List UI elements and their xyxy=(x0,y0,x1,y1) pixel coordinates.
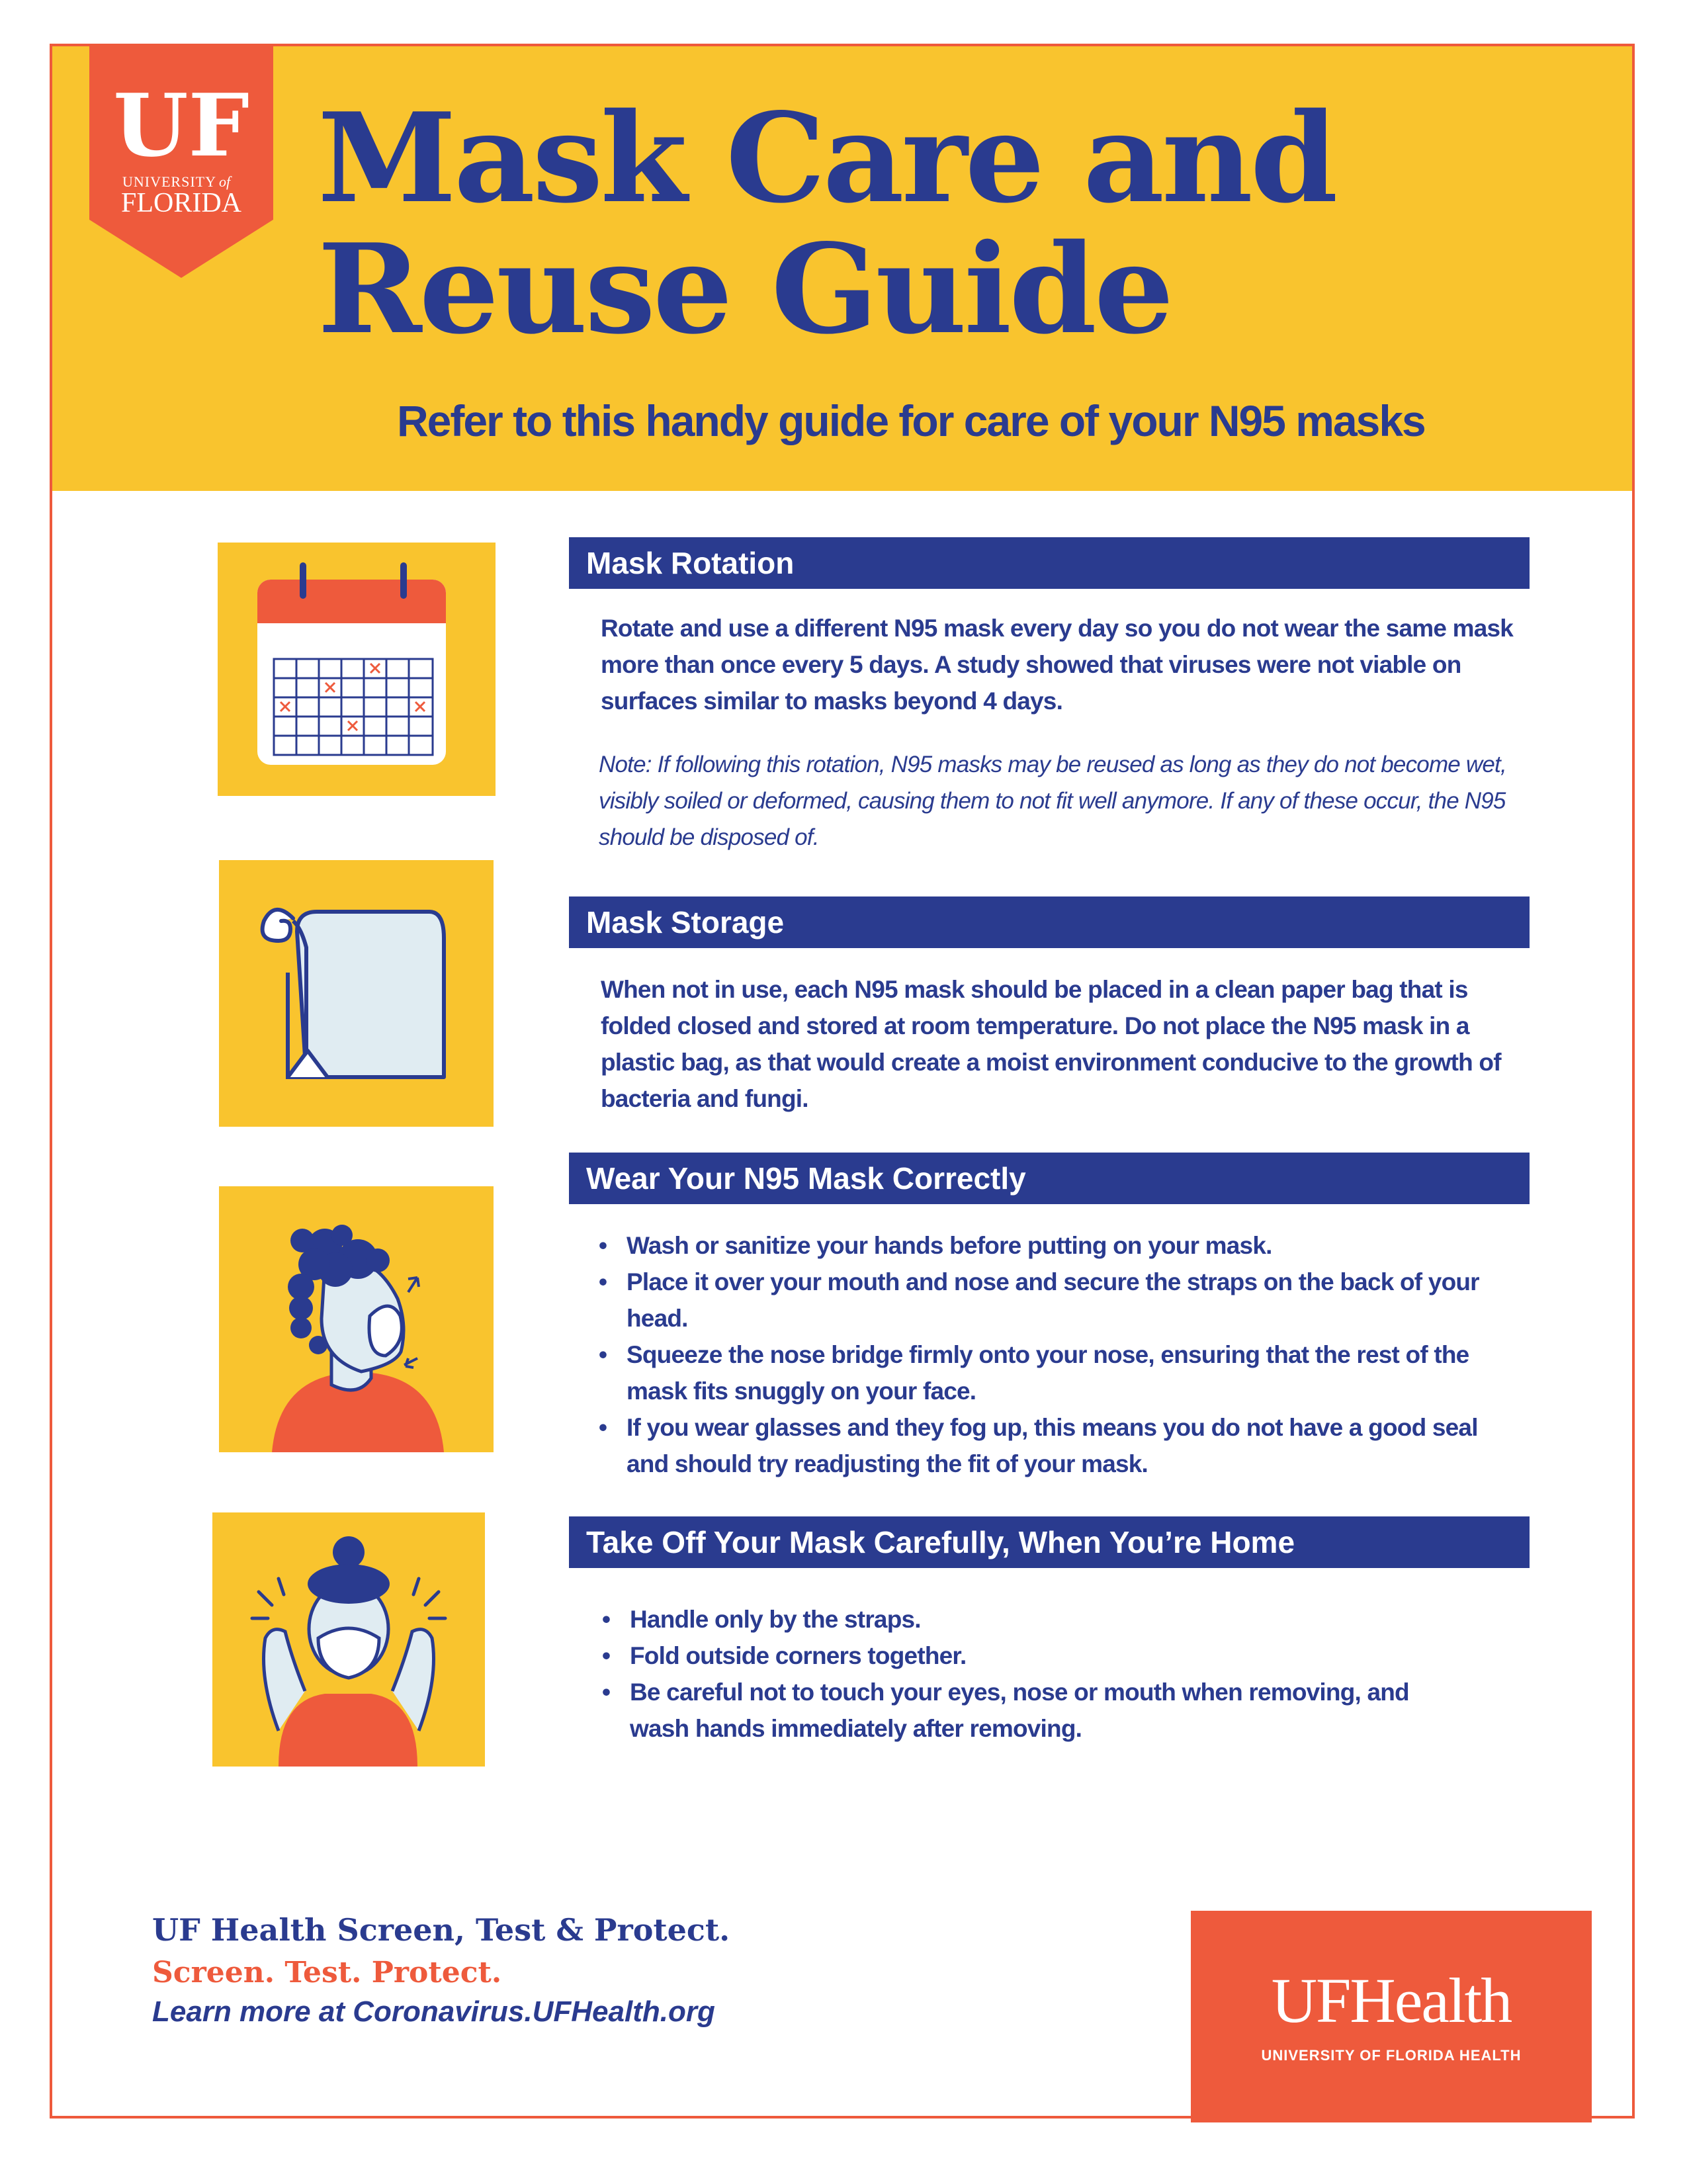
footer-link[interactable]: Learn more at Coronavirus.UFHealth.org xyxy=(152,1995,715,2028)
list-item: • If you wear glasses and they fog up, this means you do not have a good seal and should try readjusting the fit of your mask. xyxy=(599,1409,1492,1482)
page-title: Mask Care and Reuse Guide xyxy=(318,85,1336,361)
section-heading-mask-rotation: Mask Rotation xyxy=(569,537,1530,589)
paper-bag-icon xyxy=(219,860,494,1127)
section-heading-wear-correctly: Wear Your N95 Mask Correctly xyxy=(569,1153,1530,1204)
list-item: • Be careful not to touch your eyes, nose or mouth when removing, and wash hands immediately after removing. xyxy=(602,1674,1462,1747)
person-wearing-mask-icon xyxy=(219,1186,494,1452)
uf-logo xyxy=(89,46,273,278)
mask-rotation-note: Note: If following this rotation, N95 masks may be reused as long as they do not become wet, visibly soiled or deformed, causing them to not fit well anymore. If any of these occur, the N95 should be disposed of. xyxy=(599,752,1506,850)
person-removing-mask-icon xyxy=(212,1512,485,1767)
svg-text:of: of xyxy=(219,173,231,190)
section-heading-mask-storage: Mask Storage xyxy=(569,896,1530,948)
list-item: • Handle only by the straps. xyxy=(602,1601,1462,1638)
section-heading-take-off: Take Off Your Mask Carefully, When You’re Home xyxy=(569,1516,1530,1568)
list-item: • Place it over your mouth and nose and secure the straps on the back of your head. xyxy=(599,1264,1492,1336)
footer-slogan: Screen. Test. Protect. xyxy=(152,1956,502,1989)
mask-storage-text: When not in use, each N95 mask should be placed in a clean paper bag that is folded closed and stored at room temperature. Do not place the N95 mask in a plastic bag, as that would create a moist environment conducive to the growth of bacteria and fungi. xyxy=(601,976,1501,1112)
wear-correctly-list xyxy=(599,1227,1492,1482)
mask-rotation-text: Rotate and use a different N95 mask every day so you do not wear the same mask more than once every 5 days. A study showed that viruses were not viable on surfaces similar to masks beyond 4 days. xyxy=(601,615,1514,715)
svg-text:FLORIDA: FLORIDA xyxy=(120,188,242,218)
list-item: • Squeeze the nose bridge firmly onto your nose, ensuring that the rest of the mask fits snuggly on your face. xyxy=(599,1336,1492,1409)
svg-text:UNIVERSITY: UNIVERSITY xyxy=(122,173,216,190)
take-off-list xyxy=(602,1601,1462,1747)
page-subtitle: Refer to this handy guide for care of your N95 masks xyxy=(397,396,1425,445)
list-item: • Wash or sanitize your hands before putting on your mask. xyxy=(599,1227,1492,1264)
calendar-icon-box xyxy=(218,543,496,796)
svg-text:UF: UF xyxy=(113,75,249,176)
paper-bag-icon-box xyxy=(219,860,494,1127)
uf-health-logo xyxy=(1191,1911,1592,2122)
calendar-icon xyxy=(218,543,496,796)
uf-health-logo-sub: UNIVERSITY OF FLORIDA HEALTH xyxy=(1261,2047,1522,2064)
person-wearing-mask-icon-box xyxy=(219,1186,494,1452)
person-removing-mask-icon-box xyxy=(212,1512,485,1767)
list-item: • Fold outside corners together. xyxy=(602,1638,1462,1674)
footer-tagline: UF Health Screen, Test & Protect. xyxy=(152,1912,730,1948)
uf-health-logo-name: UFHealth xyxy=(1271,1965,1512,2036)
